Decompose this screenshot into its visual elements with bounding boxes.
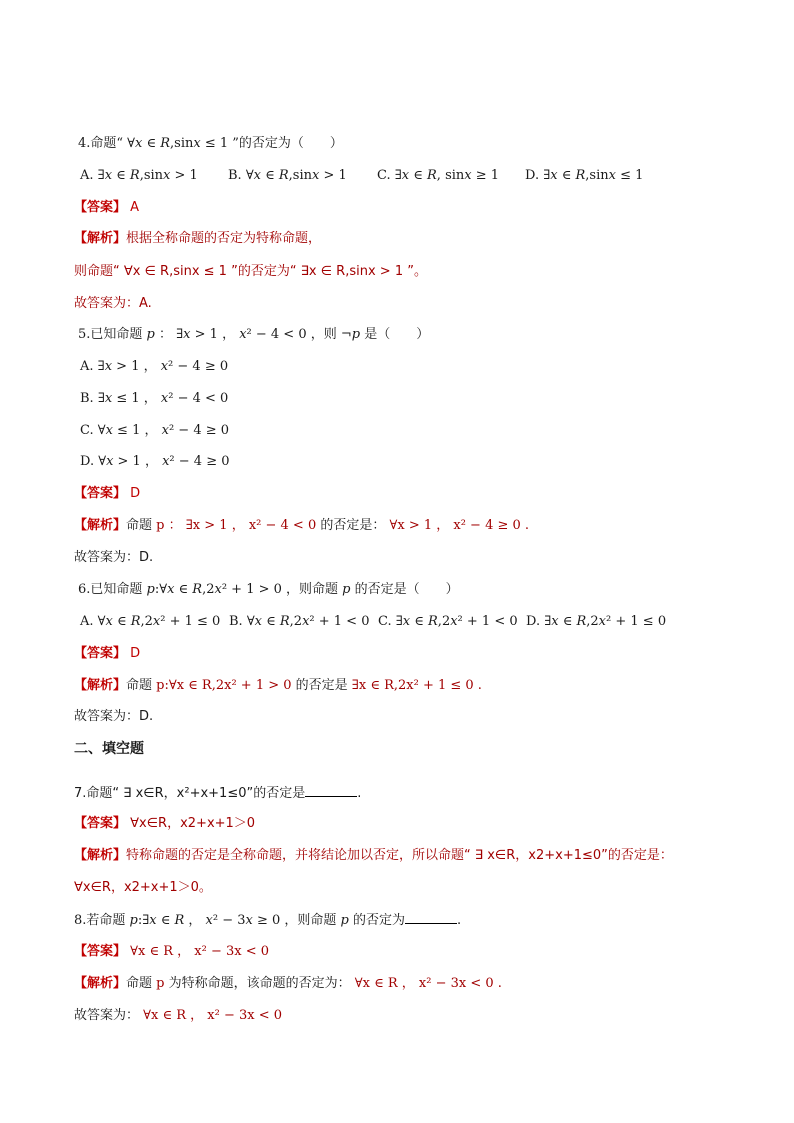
q5-conclusion: 故答案为：D. bbox=[74, 550, 154, 565]
q4-option-a: A. ∃𝑥 ∈ 𝑅,sin𝑥 > 1 bbox=[80, 168, 198, 183]
section-title: 二、填空题 bbox=[74, 741, 144, 757]
q4-option-b: B. ∀𝑥 ∈ 𝑅,sin𝑥 > 1 bbox=[228, 168, 347, 183]
q5-option-b: B. ∃𝑥 ≤ 1 ， 𝑥² − 4 < 0 bbox=[80, 391, 229, 406]
q6-analysis: 【解析】命题 p:∀x ∈ R,2x² + 1 > 0 的否定是 ∃x ∈ R,2x² + 1 ≤ 0 . bbox=[74, 678, 482, 693]
q6-option-b: B. ∀𝑥 ∈ 𝑅,2𝑥² + 1 < 0 bbox=[229, 614, 370, 629]
q4-option-d: D. ∃𝑥 ∈ 𝑅,sin𝑥 ≤ 1 bbox=[525, 168, 644, 183]
q5-answer: 【答案】 D bbox=[74, 486, 141, 501]
q6-stem: 6.已知命题 𝑝:∀𝑥 ∈ 𝑅,2𝑥² + 1 > 0 ，则命题 𝑝 的否定是（ ） bbox=[78, 582, 459, 597]
q8-answer: 【答案】 ∀x ∈ R ， x² − 3x < 0 bbox=[74, 944, 269, 959]
q6-answer: 【答案】 D bbox=[74, 646, 141, 661]
q4-option-c: C. ∃𝑥 ∈ 𝑅, sin𝑥 ≥ 1 bbox=[377, 168, 500, 183]
q8-stem: 8.若命题 𝑝:∃𝑥 ∈ 𝑅 ， 𝑥² − 3𝑥 ≥ 0 ，则命题 𝑝 的否定为 . bbox=[74, 913, 462, 928]
q8-conclusion: 故答案为： ∀x ∈ R ， x² − 3x < 0 bbox=[74, 1008, 282, 1023]
q7-stem: 7.命题“ ∃ x∈R，x²+x+1≤0”的否定是 . bbox=[74, 786, 362, 801]
q5-stem: 5.已知命题 𝑝 ： ∃𝑥 > 1 ， 𝑥² − 4 < 0 ，则 ¬𝑝 是（ ） bbox=[78, 327, 430, 342]
q6-option-d: D. ∃𝑥 ∈ 𝑅,2𝑥² + 1 ≤ 0 bbox=[526, 614, 667, 629]
q6-option-c: C. ∃𝑥 ∈ 𝑅,2𝑥² + 1 < 0 bbox=[378, 614, 518, 629]
q7-analysis-2: ∀x∈R，x2+x+1＞0。 bbox=[74, 880, 212, 895]
q6-option-a: A. ∀𝑥 ∈ 𝑅,2𝑥² + 1 ≤ 0 bbox=[80, 614, 221, 629]
q7-blank[interactable] bbox=[305, 784, 357, 797]
q6-conclusion: 故答案为：D. bbox=[74, 709, 154, 724]
q4-answer: 【答案】 A bbox=[74, 200, 140, 215]
q4-stem: 4.命题“ ∀𝑥 ∈ 𝑅,sin𝑥 ≤ 1 ”的否定为（ ） bbox=[78, 136, 343, 151]
q4-analysis-1: 【解析】根据全称命题的否定为特称命题， bbox=[74, 231, 322, 246]
q8-blank[interactable] bbox=[405, 911, 457, 924]
q7-answer: 【答案】 ∀x∈R，x2+x+1＞0 bbox=[74, 816, 256, 831]
q7-analysis-1: 【解析】特称命题的否定是全称命题，并将结论加以否定，所以命题“ ∃ x∈R，x2+x+1≤0”的否定是： bbox=[74, 848, 673, 863]
q5-analysis: 【解析】命题 p ： ∃x > 1 ， x² − 4 < 0 的否定是： ∀x > 1 ， x² − 4 ≥ 0 . bbox=[74, 518, 530, 533]
q5-option-d: D. ∀𝑥 > 1 ， 𝑥² − 4 ≥ 0 bbox=[80, 454, 230, 469]
q5-option-c: C. ∀𝑥 ≤ 1 ， 𝑥² − 4 ≥ 0 bbox=[80, 423, 230, 438]
q8-analysis: 【解析】命题 p 为特称命题，该命题的否定为： ∀x ∈ R ， x² − 3x < 0 . bbox=[74, 976, 502, 991]
q4-analysis-2: 则命题“ ∀x ∈ R,sinx ≤ 1 ”的否定为“ ∃x ∈ R,sinx > 1 ”。 bbox=[74, 264, 427, 279]
q5-option-a: A. ∃𝑥 > 1 ， 𝑥² − 4 ≥ 0 bbox=[80, 359, 229, 374]
q4-conclusion: 故答案为：A. bbox=[74, 296, 152, 311]
